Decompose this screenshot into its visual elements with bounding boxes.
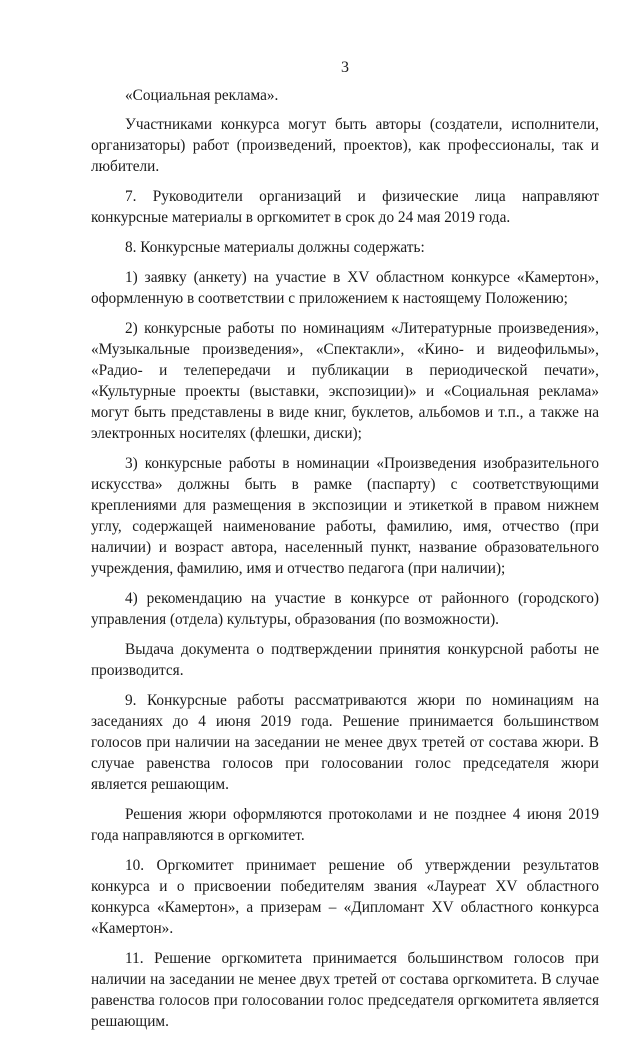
- paragraph-item-7: 7. Руководители организаций и физические лица направляют конкурсные материалы в оргкомитет в срок до 24 мая 2019 года.: [91, 188, 599, 226]
- paragraph-jury-decisions: Решения жюри оформляются протоколами и не позднее 4 июня 2019 года направляются в оргкомитет.: [91, 806, 599, 844]
- paragraph-item-11: 11. Решение оргкомитета принимается большинством голосов при наличии на заседании не менее двух третей от состава оргкомитета. В случае равенства голосов при голосовании голос председателя оргкомитета является решающим.: [91, 950, 599, 1030]
- paragraph-item-8-3: 3) конкурсные работы в номинации «Произведения изобразительного искусства» должны быть в рамке (паспарту) с соответствующими креплениями для размещения в экспозиции и этикеткой в правом нижнем углу, содержащей наименование работы, фамилию, имя, отчество (при наличии) и возраст автора, населенный пункт, название образовательного учреждения, фамилию, имя и отчество педагога (при наличии);: [91, 455, 599, 577]
- paragraph-item-8-2: 2) конкурсные работы по номинациям «Литературные произведения», «Музыкальные произведения», «Спектакли», «Кино- и видеофильмы», «Радио- и телепередачи и публикации в периодической печати», «Культурные проекты (выставки, экспозиции)» и «Социальная реклама» могут быть представлены в виде книг, буклетов, альбомов и т.п., а также на электронных носителях (флешки, диски);: [91, 320, 599, 442]
- paragraph-item-10: 10. Оргкомитет принимает решение об утверждении результатов конкурса и о присвоении победителям звания «Лауреат XV областного конкурса «Камертон», а призерам – «Дипломант XV областного конкурса «Камертон».: [91, 857, 599, 937]
- paragraph-item-8: 8. Конкурсные материалы должны содержать:: [125, 239, 425, 256]
- paragraph-social-ad-tail: «Социальная реклама».: [125, 87, 279, 104]
- page-number: 3: [341, 59, 349, 76]
- document-body: [91, 85, 599, 1041]
- paragraph-participants: Участниками конкурса могут быть авторы (создатели, исполнители, организаторы) работ (произведений, проектов), как профессионалы, так и любители.: [91, 116, 599, 175]
- paragraph-item-8-4: 4) рекомендацию на участие в конкурсе от районного (городского) управления (отдела) культуры, образования (по возможности).: [91, 590, 599, 628]
- paragraph-item-8-1: 1) заявку (анкету) на участие в XV областном конкурсе «Камертон», оформленную в соответствии с приложением к настоящему Положению;: [91, 269, 599, 307]
- paragraph-document-issue: Выдача документа о подтверждении принятия конкурсной работы не производится.: [91, 641, 599, 679]
- paragraph-item-9: 9. Конкурсные работы рассматриваются жюри по номинациям на заседаниях до 4 июня 2019 года. Решение принимается большинством голосов при наличии на заседании не менее двух третей от состава жюри. В случае равенства голосов при голосовании голос председателя жюри является решающим.: [91, 692, 599, 793]
